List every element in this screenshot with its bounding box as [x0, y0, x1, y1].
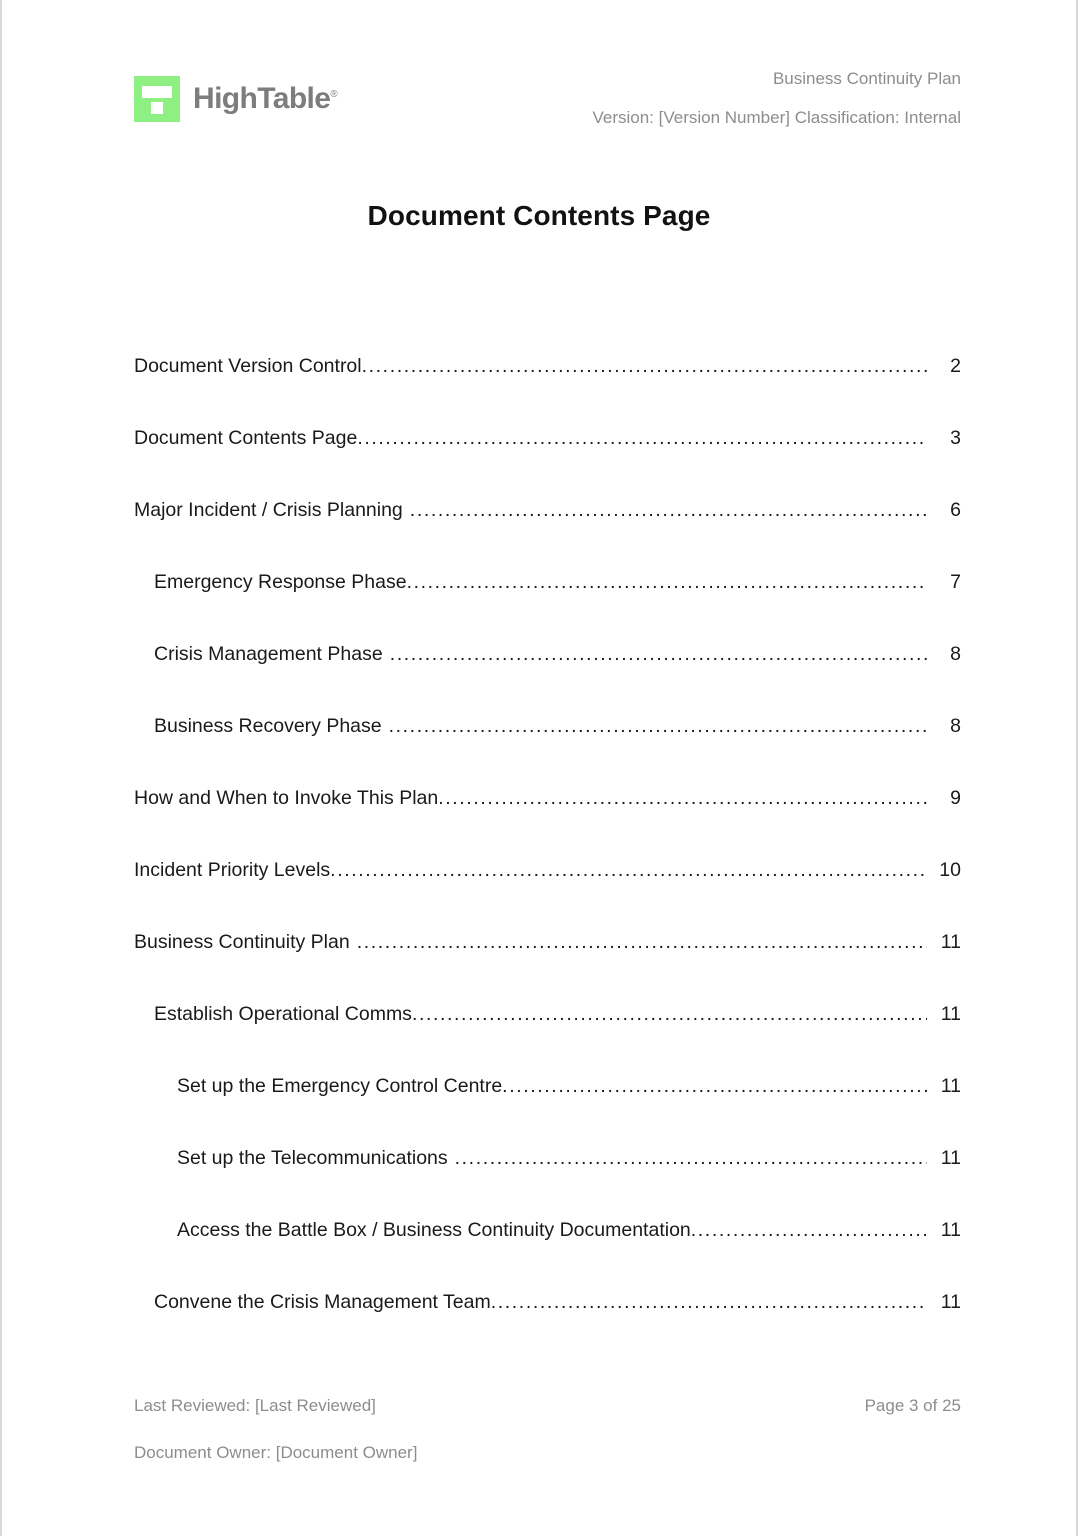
header-version-classification: Version: [Version Number] Classification: Internal [592, 108, 961, 127]
toc-leader-dots [412, 1003, 927, 1023]
toc-entry-label: Business Recovery Phase [154, 715, 382, 737]
toc-entry-page-number: 8 [950, 643, 961, 665]
toc-entry[interactable] [134, 715, 961, 787]
logo-table-stem [151, 102, 163, 114]
document-header [134, 70, 961, 150]
toc-entry-page-number: 9 [950, 787, 961, 809]
toc-entry[interactable] [134, 1291, 961, 1363]
toc-entry-page-number: 11 [940, 1003, 961, 1025]
toc-entry-label: Establish Operational Comms [154, 1003, 412, 1025]
toc-entry-page-number: 8 [950, 715, 961, 737]
toc-entry-label: Convene the Crisis Management Team [154, 1291, 491, 1313]
toc-entry[interactable] [134, 571, 961, 643]
table-of-contents [134, 355, 961, 1363]
toc-entry-label: Major Incident / Crisis Planning [134, 499, 403, 521]
toc-leader-dots [455, 1147, 927, 1167]
toc-leader-dots [330, 859, 927, 879]
toc-entry[interactable] [134, 499, 961, 571]
registered-trademark-icon: ® [330, 89, 338, 100]
toc-entry-label: Document Contents Page [134, 427, 358, 449]
page-title: Document Contents Page [367, 200, 711, 231]
toc-leader-dots [410, 499, 927, 519]
toc-leader-dots [362, 355, 927, 375]
toc-entry-page-number: 2 [950, 355, 961, 377]
toc-entry-page-number: 11 [940, 1147, 961, 1169]
toc-entry[interactable] [134, 787, 961, 859]
toc-entry-label: Set up the Emergency Control Centre [177, 1075, 503, 1097]
toc-entry-label: Emergency Response Phase [154, 571, 407, 593]
footer-row-top [134, 1396, 961, 1416]
logo-table-top-bar [142, 86, 172, 98]
toc-entry-label: Access the Battle Box / Business Continuity Documentation [177, 1219, 691, 1241]
toc-entry-label: Document Version Control [134, 355, 362, 377]
toc-entry-page-number: 3 [950, 427, 961, 449]
toc-entry-label: How and When to Invoke This Plan [134, 787, 439, 809]
toc-entry[interactable] [134, 355, 961, 427]
brand-name-text: HighTable [193, 82, 331, 115]
toc-entry[interactable] [134, 427, 961, 499]
toc-entry[interactable] [134, 859, 961, 931]
footer-page-indicator: Page 3 of 25 [864, 1396, 961, 1415]
document-footer [134, 1396, 961, 1463]
toc-entry-label: Business Continuity Plan [134, 931, 350, 953]
header-metadata [592, 70, 961, 126]
toc-leader-dots [502, 1075, 927, 1095]
toc-entry[interactable] [134, 643, 961, 715]
toc-entry[interactable] [134, 1075, 961, 1147]
toc-entry[interactable] [134, 1003, 961, 1075]
toc-entry-label: Incident Priority Levels [134, 859, 331, 881]
toc-entry-page-number: 11 [940, 1291, 961, 1313]
toc-leader-dots [357, 427, 927, 447]
brand-logo [134, 76, 337, 122]
toc-entry-page-number: 7 [950, 571, 961, 593]
toc-leader-dots [390, 643, 927, 663]
toc-leader-dots [389, 715, 927, 735]
toc-leader-dots [491, 1291, 927, 1311]
toc-leader-dots [357, 931, 927, 951]
hightable-logo-icon [134, 76, 180, 122]
footer-row-bottom [134, 1443, 961, 1463]
header-doc-type: Business Continuity Plan [772, 69, 961, 88]
footer-last-reviewed: Last Reviewed: [Last Reviewed] [134, 1396, 376, 1415]
toc-leader-dots [407, 571, 927, 591]
toc-entry-label: Set up the Telecommunications [177, 1147, 448, 1169]
toc-entry-page-number: 11 [940, 931, 961, 953]
toc-entry-label: Crisis Management Phase [154, 643, 383, 665]
toc-entry-page-number: 6 [950, 499, 961, 521]
toc-entry-page-number: 11 [940, 1219, 961, 1241]
footer-document-owner: Document Owner: [Document Owner] [134, 1443, 418, 1462]
toc-leader-dots [438, 787, 927, 807]
toc-entry[interactable] [134, 931, 961, 1003]
toc-entry[interactable] [134, 1219, 961, 1291]
toc-entry-page-number: 11 [940, 1075, 961, 1097]
toc-leader-dots [691, 1219, 927, 1239]
toc-entry-page-number: 10 [939, 859, 961, 881]
toc-entry[interactable] [134, 1147, 961, 1219]
brand-name [193, 84, 337, 114]
